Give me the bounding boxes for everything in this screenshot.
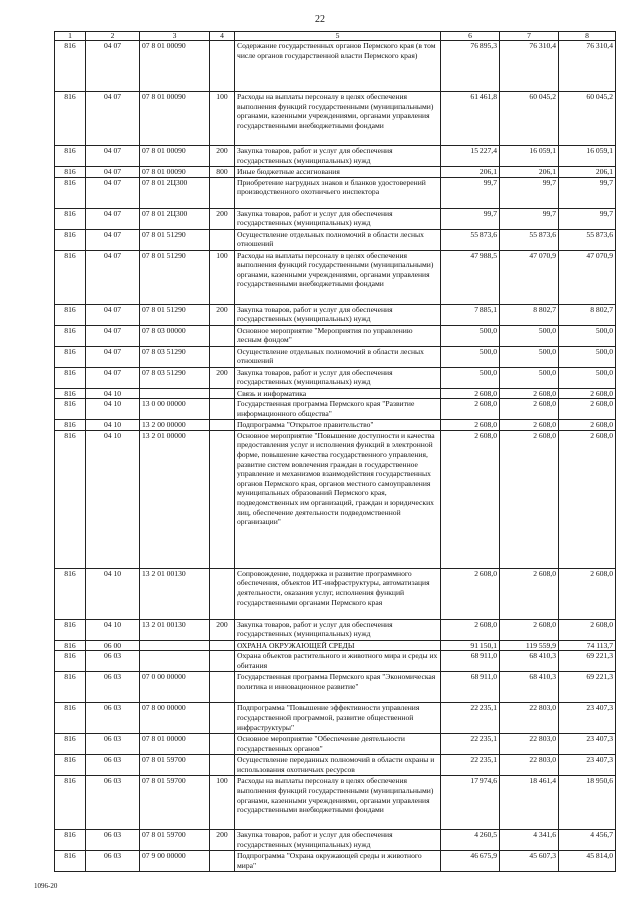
cell-description: ОХРАНА ОКРУЖАЮЩЕЙ СРЕДЫ [235,640,441,651]
cell-amount: 99,7 [441,208,500,229]
cell-amount: 8 802,7 [500,304,559,325]
table-row [55,640,616,651]
cell-description: Осуществление отдельных полномочий в области лесных отношений [235,346,441,367]
table-row [55,367,616,388]
column-header: 3 [140,32,210,41]
cell-amount: 47 070,9 [500,250,559,304]
cell-target-article: 07 8 01 59700 [140,755,210,776]
header-row [55,32,616,41]
table-row [55,755,616,776]
cell-description: Приобретение нагрудных знаков и бланков удостоверений производственного охотничьего инспектора [235,177,441,208]
table-row [55,146,616,167]
cell-amount: 8 802,7 [559,304,616,325]
column-header: 5 [235,32,441,41]
cell-amount: 99,7 [559,208,616,229]
cell-amount: 500,0 [500,346,559,367]
cell-description: Иные бюджетные ассигнования [235,167,441,178]
table-row [55,92,616,146]
cell-amount: 2 608,0 [441,619,500,640]
cell-target-article: 07 8 01 2Ц300 [140,177,210,208]
cell-amount: 17 974,6 [441,776,500,830]
column-header: 7 [500,32,559,41]
cell-description: Подпрограмма "Охрана окружающей среды и животного мира" [235,851,441,872]
cell-code: 816 [55,304,86,325]
cell-amount: 119 559,9 [500,640,559,651]
cell-amount: 99,7 [441,177,500,208]
cell-description: Закупка товаров, работ и услуг для обеспечения государственных (муниципальных) нужд [235,146,441,167]
cell-code: 816 [55,41,86,92]
table-row [55,568,616,619]
cell-code: 816 [55,755,86,776]
cell-target-article: 07 8 03 00000 [140,325,210,346]
cell-amount: 2 608,0 [441,399,500,420]
cell-amount: 2 608,0 [500,388,559,399]
cell-amount: 22 803,0 [500,755,559,776]
table-row [55,229,616,250]
table-row [55,41,616,92]
cell-code: 816 [55,250,86,304]
cell-section: 04 07 [86,346,140,367]
budget-table [54,31,616,872]
cell-target-article: 07 8 01 00090 [140,41,210,92]
cell-amount: 206,1 [441,167,500,178]
cell-amount: 55 873,6 [559,229,616,250]
column-header: 1 [55,32,86,41]
cell-amount: 69 221,3 [559,651,616,672]
cell-expense-type [210,346,235,367]
cell-code: 816 [55,640,86,651]
cell-amount: 500,0 [500,367,559,388]
cell-description: Осуществление отдельных полномочий в области лесных отношений [235,229,441,250]
cell-description: Закупка товаров, работ и услуг для обеспечения государственных (муниципальных) нужд [235,304,441,325]
cell-expense-type [210,755,235,776]
cell-expense-type [210,420,235,431]
cell-code: 816 [55,399,86,420]
cell-amount: 4 456,7 [559,830,616,851]
cell-amount: 500,0 [559,325,616,346]
cell-section: 04 07 [86,177,140,208]
cell-amount: 500,0 [441,346,500,367]
cell-target-article: 07 8 01 51290 [140,250,210,304]
cell-description: Связь и информатика [235,388,441,399]
cell-amount: 7 885,1 [441,304,500,325]
cell-section: 04 10 [86,388,140,399]
cell-amount: 2 608,0 [559,619,616,640]
table-row [55,851,616,872]
cell-amount: 16 059,1 [559,146,616,167]
cell-description: Закупка товаров, работ и услуг для обеспечения государственных (муниципальных) нужд [235,367,441,388]
cell-amount: 4 341,6 [500,830,559,851]
cell-target-article [140,640,210,651]
cell-description: Подпрограмма "Повышение эффективности управления государственной программой, развитие общественной инфраструктуры" [235,703,441,734]
cell-expense-type [210,325,235,346]
cell-expense-type [210,734,235,755]
cell-amount: 74 113,7 [559,640,616,651]
cell-expense-type [210,399,235,420]
cell-amount: 55 873,6 [441,229,500,250]
cell-description: Основное мероприятие "Повышение доступности и качества предоставления услуг и исполнения функций в электронной форме, повышение качества государственного управления, развитие систем вовлечения граждан в государственное управление и механизмов взаимодействия государственных органов Пермского края, органов местного самоуправления муниципальных образований Пермского края, подведомственных им организаций, граждан и юридических лиц, обеспечение деятельности подведомственной организации" [235,430,441,568]
cell-section: 04 07 [86,208,140,229]
cell-description: Содержание государственных органов Пермского края (в том числе органов государственной власти Пермского края) [235,41,441,92]
cell-code: 816 [55,388,86,399]
cell-target-article: 13 2 01 00130 [140,568,210,619]
cell-expense-type: 100 [210,250,235,304]
cell-section: 06 03 [86,734,140,755]
table-row [55,177,616,208]
cell-amount: 2 608,0 [559,399,616,420]
cell-amount: 68 911,0 [441,672,500,703]
cell-expense-type [210,651,235,672]
table-row [55,346,616,367]
cell-section: 04 07 [86,367,140,388]
cell-description: Подпрограмма "Открытое правительство" [235,420,441,431]
cell-description: Сопровождение, поддержка и развитие программного обеспечения, объектов ИТ-инфраструктуры, автоматизация деятельности, оказания услуг, исполнения функций государственными органами Пермского края [235,568,441,619]
cell-amount: 45 814,0 [559,851,616,872]
cell-target-article: 07 9 00 00000 [140,851,210,872]
cell-code: 816 [55,651,86,672]
cell-amount: 22 235,1 [441,755,500,776]
cell-description: Расходы на выплаты персоналу в целях обеспечения выполнения функций государственными (муниципальными) органами, казенными учреждениями, органами управления государственными внебюджетными фондами [235,92,441,146]
cell-code: 816 [55,776,86,830]
cell-target-article: 07 8 03 51290 [140,346,210,367]
cell-code: 816 [55,92,86,146]
cell-amount: 22 803,0 [500,734,559,755]
cell-target-article: 13 2 01 00000 [140,430,210,568]
cell-code: 816 [55,734,86,755]
cell-amount: 61 461,8 [441,92,500,146]
cell-code: 816 [55,703,86,734]
cell-description: Осуществление переданных полномочий в области охраны и использования охотничьих ресурсов [235,755,441,776]
cell-amount: 46 675,9 [441,851,500,872]
table-row [55,208,616,229]
cell-section: 06 03 [86,703,140,734]
cell-amount: 99,7 [500,208,559,229]
cell-expense-type [210,177,235,208]
cell-target-article: 07 8 01 2Ц300 [140,208,210,229]
cell-amount: 99,7 [500,177,559,208]
cell-section: 04 07 [86,146,140,167]
cell-expense-type: 200 [210,208,235,229]
cell-section: 04 07 [86,41,140,92]
cell-amount: 2 608,0 [500,619,559,640]
cell-expense-type: 200 [210,304,235,325]
cell-amount: 206,1 [500,167,559,178]
cell-amount: 500,0 [500,325,559,346]
cell-target-article: 13 2 01 00130 [140,619,210,640]
table-row [55,304,616,325]
cell-amount: 76 310,4 [500,41,559,92]
cell-amount: 76 895,3 [441,41,500,92]
cell-amount: 18 950,6 [559,776,616,830]
table-row [55,388,616,399]
cell-target-article [140,388,210,399]
cell-amount: 500,0 [441,367,500,388]
cell-amount: 47 070,9 [559,250,616,304]
cell-amount: 2 608,0 [441,388,500,399]
cell-section: 04 10 [86,430,140,568]
cell-code: 816 [55,346,86,367]
cell-target-article: 13 0 00 00000 [140,399,210,420]
cell-amount: 23 407,3 [559,755,616,776]
cell-amount: 60 045,2 [559,92,616,146]
cell-code: 816 [55,568,86,619]
cell-section: 04 10 [86,619,140,640]
cell-expense-type: 800 [210,167,235,178]
cell-code: 816 [55,177,86,208]
cell-section: 06 03 [86,776,140,830]
cell-section: 04 10 [86,420,140,431]
cell-expense-type [210,229,235,250]
cell-expense-type [210,430,235,568]
cell-amount: 2 608,0 [559,388,616,399]
cell-amount: 2 608,0 [441,420,500,431]
cell-expense-type: 100 [210,92,235,146]
cell-amount: 2 608,0 [500,430,559,568]
cell-code: 816 [55,619,86,640]
cell-amount: 16 059,1 [500,146,559,167]
cell-section: 04 07 [86,325,140,346]
cell-target-article: 07 8 01 59700 [140,776,210,830]
table-row [55,399,616,420]
cell-target-article: 07 8 01 00090 [140,146,210,167]
cell-amount: 47 988,5 [441,250,500,304]
cell-amount: 23 407,3 [559,703,616,734]
cell-section: 06 03 [86,651,140,672]
cell-amount: 18 461,4 [500,776,559,830]
cell-amount: 45 607,3 [500,851,559,872]
cell-target-article: 07 8 01 00000 [140,734,210,755]
cell-description: Государственная программа Пермского края "Экономическая политика и инновационное развитие" [235,672,441,703]
footer-code: 1096-20 [34,882,58,890]
cell-expense-type [210,568,235,619]
cell-code: 816 [55,367,86,388]
cell-description: Закупка товаров, работ и услуг для обеспечения государственных (муниципальных) нужд [235,619,441,640]
column-header: 6 [441,32,500,41]
cell-code: 816 [55,830,86,851]
table-row [55,734,616,755]
page-number: 22 [315,14,325,25]
cell-code: 816 [55,851,86,872]
cell-amount: 55 873,6 [500,229,559,250]
cell-expense-type [210,41,235,92]
cell-code: 816 [55,430,86,568]
cell-target-article: 07 0 00 00000 [140,672,210,703]
cell-expense-type [210,672,235,703]
cell-code: 816 [55,420,86,431]
cell-expense-type [210,640,235,651]
column-header: 8 [559,32,616,41]
cell-amount: 68 410,3 [500,651,559,672]
cell-section: 04 07 [86,229,140,250]
cell-target-article: 07 8 01 00090 [140,167,210,178]
cell-amount: 68 410,3 [500,672,559,703]
cell-target-article: 13 2 00 00000 [140,420,210,431]
cell-expense-type [210,851,235,872]
cell-amount: 23 407,3 [559,734,616,755]
cell-code: 816 [55,167,86,178]
table-row [55,776,616,830]
cell-amount: 91 150,1 [441,640,500,651]
cell-amount: 76 310,4 [559,41,616,92]
cell-section: 04 07 [86,167,140,178]
table-row [55,703,616,734]
cell-amount: 69 221,3 [559,672,616,703]
cell-amount: 4 260,5 [441,830,500,851]
table-row [55,430,616,568]
cell-expense-type: 200 [210,146,235,167]
table-row [55,619,616,640]
cell-section: 04 07 [86,92,140,146]
cell-description: Охрана объектов растительного и животного мира и среды их обитания [235,651,441,672]
cell-amount: 60 045,2 [500,92,559,146]
cell-code: 816 [55,325,86,346]
cell-target-article: 07 8 01 00090 [140,92,210,146]
cell-target-article [140,651,210,672]
column-header: 2 [86,32,140,41]
cell-code: 816 [55,672,86,703]
table-row [55,672,616,703]
cell-amount: 22 235,1 [441,703,500,734]
cell-amount: 2 608,0 [500,420,559,431]
cell-amount: 99,7 [559,177,616,208]
cell-description: Закупка товаров, работ и услуг для обеспечения государственных (муниципальных) нужд [235,830,441,851]
cell-section: 06 03 [86,830,140,851]
cell-amount: 15 227,4 [441,146,500,167]
cell-expense-type [210,703,235,734]
cell-expense-type: 200 [210,619,235,640]
table-row [55,830,616,851]
cell-section: 06 00 [86,640,140,651]
cell-amount: 2 608,0 [500,399,559,420]
cell-expense-type [210,388,235,399]
cell-target-article: 07 8 01 59700 [140,830,210,851]
cell-target-article: 07 8 03 51290 [140,367,210,388]
table-row [55,651,616,672]
cell-target-article: 07 8 01 51290 [140,229,210,250]
cell-target-article: 07 8 00 00000 [140,703,210,734]
cell-section: 06 03 [86,755,140,776]
cell-section: 04 10 [86,399,140,420]
cell-description: Расходы на выплаты персоналу в целях обеспечения выполнения функций государственными (муниципальными) органами, казенными учреждениями, органами управления государственными внебюджетными фондами [235,776,441,830]
table-row [55,250,616,304]
cell-expense-type: 100 [210,776,235,830]
cell-amount: 2 608,0 [441,430,500,568]
table-body [55,41,616,872]
cell-section: 04 07 [86,250,140,304]
cell-section: 06 03 [86,672,140,703]
column-header: 4 [210,32,235,41]
cell-amount: 2 608,0 [441,568,500,619]
cell-code: 816 [55,229,86,250]
table-row [55,167,616,178]
cell-section: 06 03 [86,851,140,872]
cell-code: 816 [55,208,86,229]
cell-description: Основное мероприятие "Мероприятия по управлению лесным фондом" [235,325,441,346]
cell-amount: 22 803,0 [500,703,559,734]
cell-target-article: 07 8 01 51290 [140,304,210,325]
cell-amount: 206,1 [559,167,616,178]
table-row [55,325,616,346]
cell-amount: 2 608,0 [559,568,616,619]
cell-amount: 2 608,0 [559,430,616,568]
cell-expense-type: 200 [210,367,235,388]
cell-amount: 500,0 [559,346,616,367]
cell-amount: 68 911,0 [441,651,500,672]
cell-description: Расходы на выплаты персоналу в целях обеспечения выполнения функций государственными (муниципальными) органами, казенными учреждениями, органами управления государственными внебюджетными фондами [235,250,441,304]
cell-amount: 500,0 [441,325,500,346]
cell-code: 816 [55,146,86,167]
cell-expense-type: 200 [210,830,235,851]
cell-description: Государственная программа Пермского края "Развитие информационного общества" [235,399,441,420]
cell-amount: 500,0 [559,367,616,388]
cell-amount: 22 235,1 [441,734,500,755]
cell-section: 04 10 [86,568,140,619]
cell-section: 04 07 [86,304,140,325]
cell-amount: 2 608,0 [559,420,616,431]
cell-description: Основное мероприятие "Обеспечение деятельности государственных органов" [235,734,441,755]
table-row [55,420,616,431]
cell-description: Закупка товаров, работ и услуг для обеспечения государственных (муниципальных) нужд [235,208,441,229]
cell-amount: 2 608,0 [500,568,559,619]
